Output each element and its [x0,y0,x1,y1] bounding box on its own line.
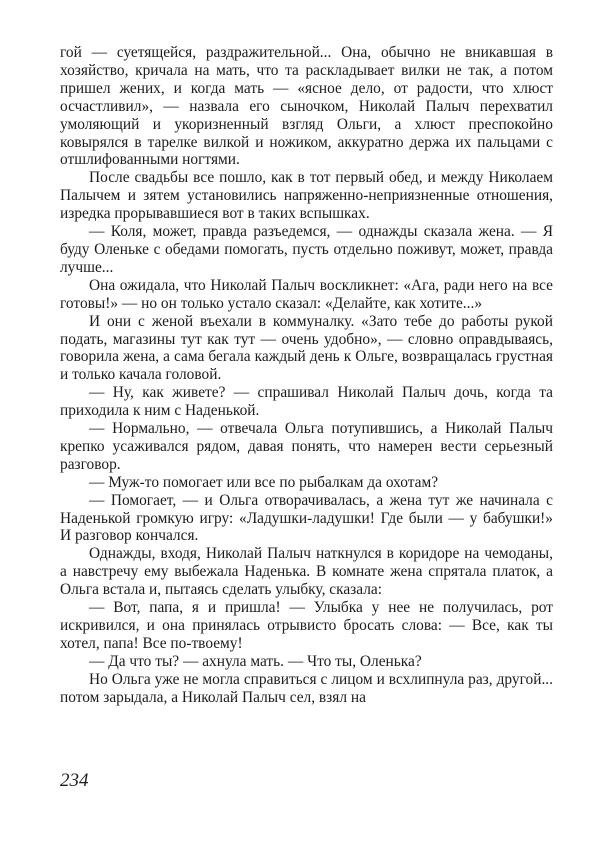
paragraph-4: Она ожидала, что Николай Палыч воскликнет: «Ага, ради него на все готовы!» — но он только устало сказал: «Делайте, как хотите...» [60,276,553,312]
paragraph-3: — Коля, может, правда разъедемся, — однажды сказала жена. — Я буду Оленьке с обедами помогать, пусть отдельно поживут, может, правда лучше... [60,223,553,276]
paragraph-2: После свадьбы все пошло, как в тот первый обед, и между Николаем Палычем и зятем установились напряженно-неприязненные отношения, изредка прорывавшиеся вот в таких вспышках. [60,169,553,223]
paragraph-7: — Нормально, — отвечала Ольга потупившись, а Николай Палыч крепко усаживался рядом, давая понять, что намерен вести серьезный разговор. [60,420,553,473]
paragraph-12: — Да что ты? — ахнула мать. — Что ты, Оленька? [89,652,422,670]
paragraph-6: — Ну, как живете? — спрашивал Николай Палыч дочь, когда та приходила к ним с Наденькой. [60,384,553,420]
paragraph-1: гой — суетящейся, раздражительной... Она, обычно не вникавшая в хозяйство, кричала на мать, что та раскладывает вилки не так, а потом пришел жених, и когда мать — «ясное дело, от радости, что хлюст осчастливил», — назвала его сыночком, Николай Палыч перехватил умоляющий и укоризненный взгляд Ольги, а хлюст преспокойно ковырялся в тарелке вилкой и ножиком, аккуратно держа их пальцами с отшлифованными ногтями. [60,44,553,169]
paragraph-9: — Помогает, — и Ольга отворачивалась, а жена тут же начинала с Наденькой громкую игру: «Ладушки-ладушки! Где были — у бабушки!» И разговор кончался. [60,491,553,545]
paragraph-10: Однажды, входя, Николай Палыч наткнулся в коридоре на чемоданы, а навстречу ему выбежала Наденька. В комнате жена спрятала платок, а Ольга встала и, пытаясь сделать улыбку, сказала: [60,545,553,599]
paragraph-5: И они с женой въехали в коммуналку. «Зато тебе до работы рукой подать, магазины тут как тут — очень удобно», — словно оправдываясь, говорила жена, а сама бегала каждый день к Ольге, возвращалась грустная и только качала головой. [60,312,553,384]
paragraph-8: — Муж-то помогает или все по рыбалкам да охотам? [89,473,439,491]
page-number: 234 [60,770,89,791]
page-text-block [60,44,553,707]
paragraph-11: — Вот, папа, я и пришла! — Улыбка у нее не получилась, рот искривился, и она принялась отрывисто бросать слова: — Все, как ты хотел, папа! Все по-твоему! [60,599,553,652]
paragraph-13: Но Ольга уже не могла справиться с лицом и всхлипнула раз, другой... потом зарыдала, а Николай Палыч сел, взял на [60,670,553,706]
